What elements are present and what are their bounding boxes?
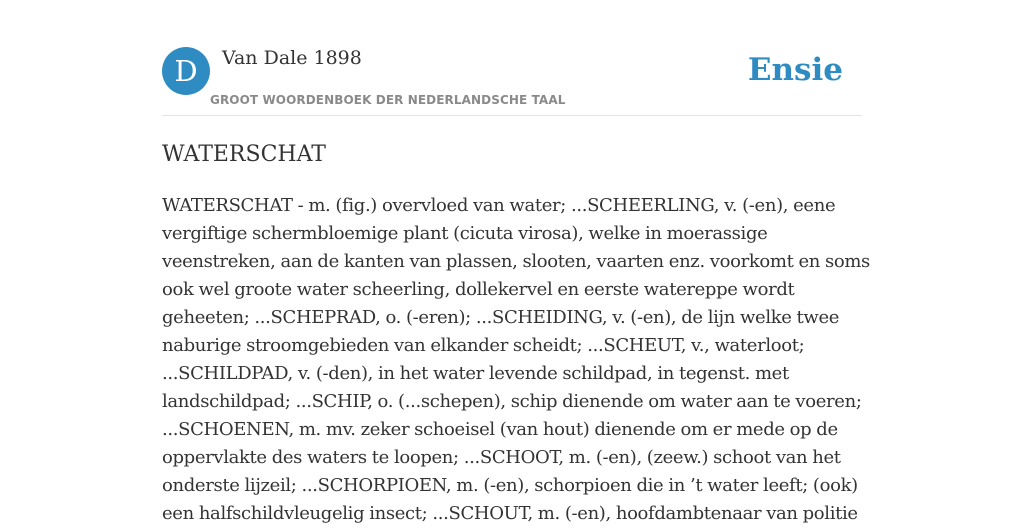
entry-line: landschildpad; ...SCHIP, o. (...schepen), schip dienende om water aan te voeren; bbox=[162, 391, 862, 412]
entry-line: geheeten; ...SCHEPRAD, o. (-eren); ...SCHEIDING, v. (-en), de lijn welke twee bbox=[162, 307, 840, 328]
entry-line: ...SCHILDPAD, v. (-den), in het water levende schildpad, in tegenst. met bbox=[162, 363, 789, 384]
entry-line: WATERSCHAT - m. (fig.) overvloed van water; ...SCHEERLING, v. (-en), eene bbox=[162, 195, 836, 216]
dictionary-avatar[interactable]: D bbox=[162, 47, 210, 95]
dictionary-header bbox=[162, 46, 862, 116]
entry-line: naburige stroomgebieden van elkander scheidt; ...SCHEUT, v., waterloot; bbox=[162, 335, 805, 356]
entry-line: veenstreken, aan de kanten van plassen, slooten, vaarten enz. voorkomt en soms bbox=[162, 251, 870, 272]
ensie-logo[interactable]: Ensie bbox=[747, 52, 843, 88]
entry-line: vergiftige schermbloemige plant (cicuta virosa), welke in moerassige bbox=[162, 223, 768, 244]
dictionary-subtitle: GROOT WOORDENBOEK DER NEDERLANDSCHE TAAL bbox=[210, 93, 566, 107]
entry-title: WATERSCHAT bbox=[162, 142, 326, 167]
entry-line: een halfschildvleugelig insect; ...SCHOUT, m. (-en), hoofdambtenaar van politie bbox=[162, 503, 858, 524]
entry-body bbox=[162, 192, 870, 528]
entry-line: ...SCHOENEN, m. mv. zeker schoeisel (van hout) dienende om er mede op de bbox=[162, 419, 838, 440]
entry-line: ook wel groote water scheerling, dollekervel en eerste watereppe wordt bbox=[162, 279, 795, 300]
dictionary-title[interactable]: Van Dale 1898 bbox=[222, 47, 362, 69]
entry-line: onderste lijzeil; ...SCHORPIOEN, m. (-en), schorpioen die in ’t water leeft; (ook) bbox=[162, 475, 858, 496]
entry-line: oppervlakte des waters te loopen; ...SCHOOT, m. (-en), (zeew.) schoot van het bbox=[162, 447, 841, 468]
